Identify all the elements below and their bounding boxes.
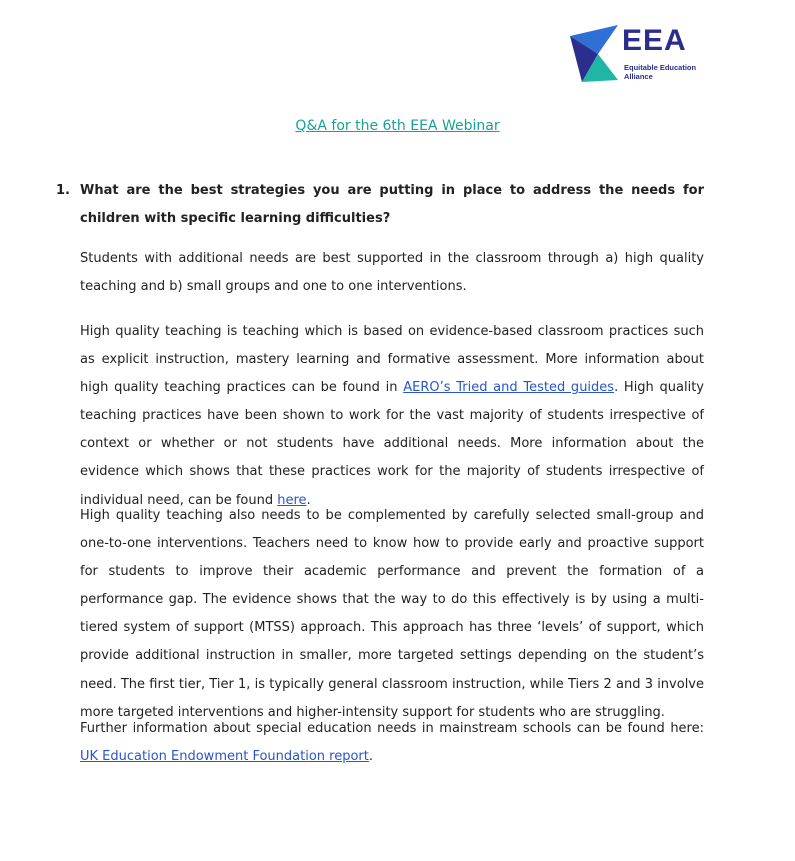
eea-logo xyxy=(568,22,698,84)
paragraph-2-text-b: . High quality teaching practices have been shown to work for the vast majority of students irrespective of context or whether or not students have additional needs. More information about the evidence which shows that these practices work for the majority of students irrespective of individual need, can be found xyxy=(80,380,704,508)
paragraph-4-text-b: . xyxy=(368,749,373,765)
paragraph-2-text-c: . xyxy=(306,492,311,508)
logo-subtitle-line2: Alliance xyxy=(624,72,653,81)
page-title[interactable]: Q&A for the 6th EEA Webinar xyxy=(295,118,500,134)
eea-logo-mark-icon xyxy=(568,22,624,84)
question-text: What are the best strategies you are putting in place to address the needs for children with specific learning difficulties? xyxy=(80,183,704,226)
logo-subtitle-line1: Equitable Education xyxy=(624,63,697,72)
logo-wordmark: EEA xyxy=(622,24,687,57)
question-number: 1. xyxy=(56,183,70,198)
aero-guides-link[interactable]: AERO’s Tried and Tested guides xyxy=(403,380,615,396)
paragraph-4-text-a: Further information about special education needs in mainstream schools can be found here: xyxy=(80,721,704,736)
paragraph-2 xyxy=(80,318,704,515)
logo-subtitle xyxy=(624,63,696,81)
paragraph-4 xyxy=(80,715,704,771)
paragraph-3: High quality teaching also needs to be complemented by carefully selected small-group and one-to-one interventions. Teachers need to know how to provide early and proactive support for students to improve their academic performance and prevent the formation of a performance gap. The evidence shows that the way to do this effectively is by using a multi-tiered system of support (MTSS) approach. This approach has three ‘levels’ of support, which provide additional instruction in smaller, more targeted settings depending on the student’s need. The first tier, Tier 1, is typically general classroom instruction, while Tiers 2 and 3 involve more targeted interventions and higher-intensity support for students who are struggling. xyxy=(80,508,704,720)
paragraph-2-text-a: High quality teaching is teaching which is based on evidence-based classroom practices such as explicit instruction, mastery learning and formative assessment. More information about high quality teaching practices can be found in xyxy=(80,324,704,396)
paragraph-1: Students with additional needs are best supported in the classroom through a) high quality teaching and b) small groups and one to one interventions. xyxy=(80,251,704,295)
eef-report-link[interactable]: UK Education Endowment Foundation report xyxy=(80,749,369,765)
here-link[interactable]: here xyxy=(277,492,307,508)
